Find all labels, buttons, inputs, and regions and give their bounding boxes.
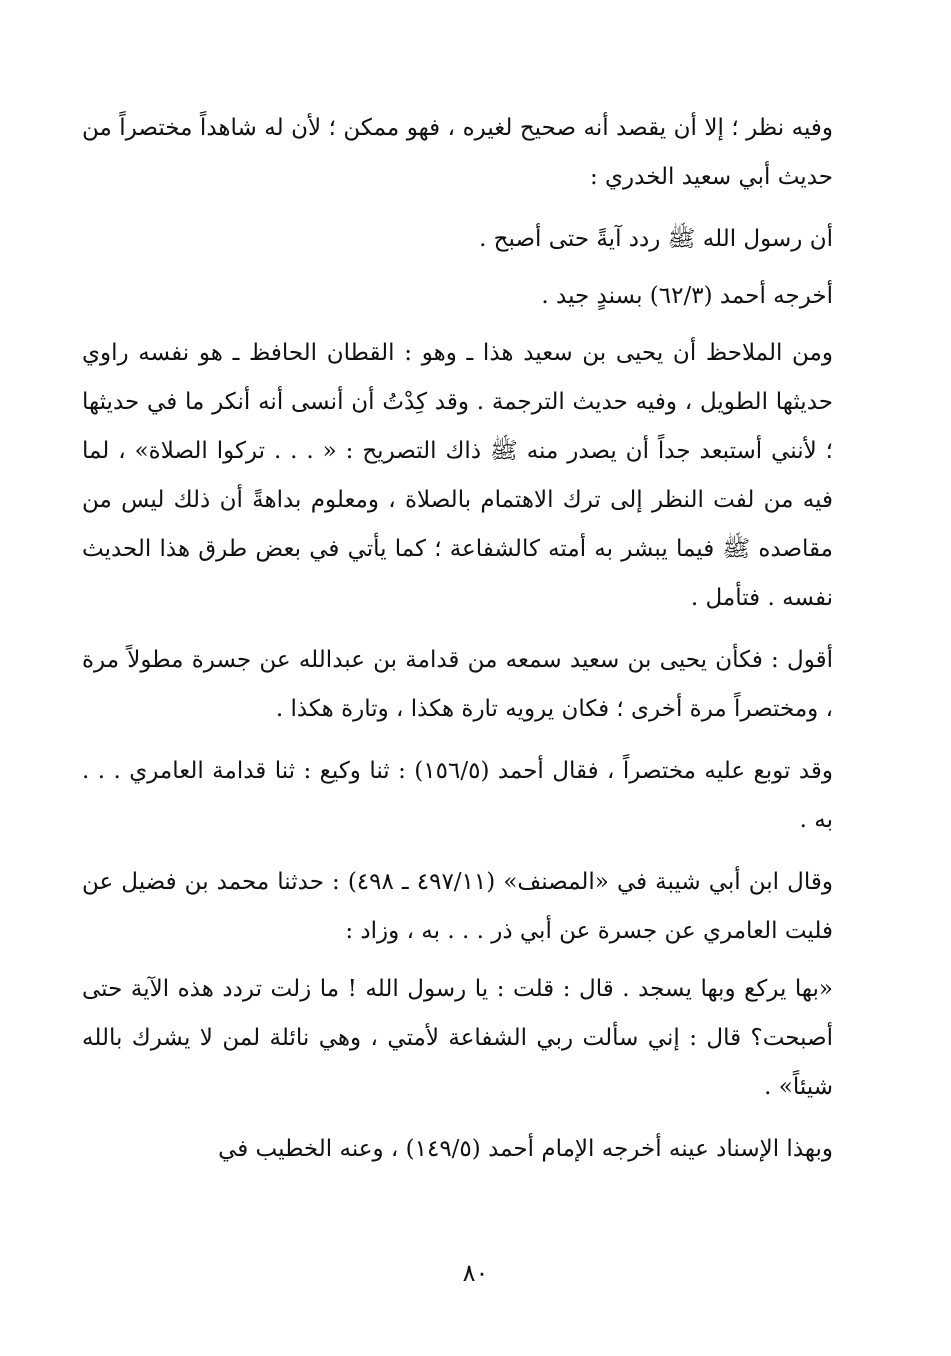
page-body xyxy=(82,104,833,1187)
paragraph-9: وبهذا الإسناد عينه أخرجه الإمام أحمد (١٤٩/٥) ، وعنه الخطيب في xyxy=(218,1136,833,1162)
paragraph-4: ومن الملاحظ أن يحيى بن سعيد هذا ـ وهو : القطان الحافظ ـ هو نفسه راوي حديثها الطويل ، وفيه حديث الترجمة . وقد كِدْتُ أن أنسى أنه أنكر ما في حديثها ؛ لأنني أستبعد جداً أن يصدر منه ﷺ ذاك التصريح : « . . . تركوا الصلاة» ، لما فيه من لفت النظر إلى ترك الاهتمام بالصلاة ، ومعلوم بداهةً أن ذلك ليس من مقاصده ﷺ فيما يبشر به أمته كالشفاعة ؛ كما يأتي في بعض طرق هذا الحديث نفسه . فتأمل . xyxy=(82,340,833,611)
paragraph-7: وقال ابن أبي شيبة في «المصنف» (٤٩٧/١١ ـ ٤٩٨) : حدثنا محمد بن فضيل عن فليت العامري عن جسرة عن أبي ذر . . . به ، وزاد : xyxy=(82,869,833,944)
quoted-hadith: أن رسول الله ﷺ ردد آيةً حتى أصبح . xyxy=(479,226,833,252)
paragraph-8: «بها يركع وبها يسجد . قال : قلت : يا رسول الله ! ما زلت تردد هذه الآية حتى أصبحت؟ قال : إني سألت ربي الشفاعة لأمتي ، وهي نائلة لمن لا يشرك بالله شيئاً» . xyxy=(82,976,833,1100)
paragraph-6: وقد توبع عليه مختصراً ، فقال أحمد (١٥٦/٥) : ثنا وكيع : ثنا قدامة العامري . . . به . xyxy=(82,758,834,833)
paragraph-5: أقول : فكأن يحيى بن سعيد سمعه من قدامة بن عبدالله عن جسرة مطولاً مرة ، ومختصراً مرة أخرى ؛ فكان يرويه تارة هكذا ، وتارة هكذا . xyxy=(82,647,833,722)
page-number: ٨٠ xyxy=(462,1259,489,1287)
paragraph-1: وفيه نظر ؛ إلا أن يقصد أنه صحيح لغيره ، فهو ممكن ؛ لأن له شاهداً مختصراً من حديث أبي سعيد الخدري : xyxy=(82,115,833,190)
hadith-reference: أخرجه أحمد (٦٢/٣) بسندٍ جيد . xyxy=(541,283,833,309)
